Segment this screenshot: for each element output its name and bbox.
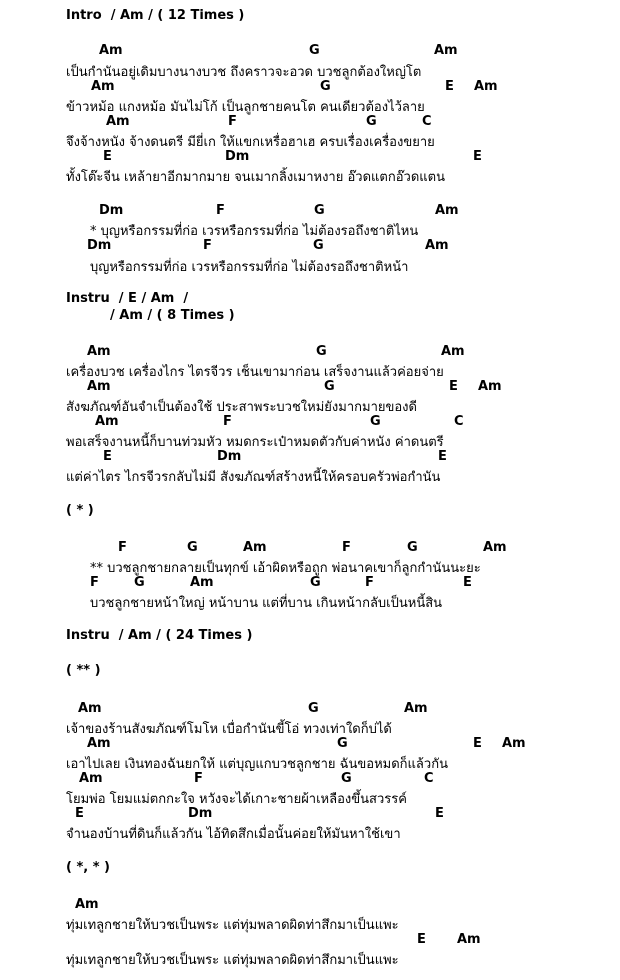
section-header-repeat-chorus: ( * ) <box>66 503 94 518</box>
chord: F <box>203 238 212 253</box>
chord: F <box>223 414 232 429</box>
section-header-repeat-double: ( *, * ) <box>66 860 110 875</box>
lyric-line: บุญหรือกรรมที่ก่อ เวรหรือกรรมที่ก่อ ไม่ต้องรอถึงชาติหน้า <box>90 260 409 275</box>
chord: Dm <box>188 806 213 821</box>
lyric-line: เป็นกำนันอยู่เดิมบางนางบวช ถึงคราวจะอวด บวชลูกต้องใหญ่โต <box>66 65 422 80</box>
lyric-line: แต่ค่าไตร ไกรจีวรกลับไม่มี สังฆภัณฑ์สร้างหนี้ให้ครอบครัวพ่อกำนัน <box>66 470 441 485</box>
section-header-repeat-hook: ( ** ) <box>66 663 101 678</box>
chord: Am <box>87 344 111 359</box>
chord: G <box>366 114 377 129</box>
chord: C <box>424 771 434 786</box>
chord: E <box>417 932 426 947</box>
chord: G <box>308 701 319 716</box>
chord: Dm <box>87 238 112 253</box>
chord: Am <box>87 379 111 394</box>
lyric-line: จึงจ้างหนัง จ้างดนตรี มียี่เก ให้แขกเหรื่อฮาเฮ ครบเรื่องเครื่องขยาย <box>66 135 435 150</box>
chord: G <box>324 379 335 394</box>
chord: G <box>309 43 320 58</box>
chord: Am <box>483 540 507 555</box>
chord: G <box>407 540 418 555</box>
chord: G <box>316 344 327 359</box>
chord: Dm <box>99 203 124 218</box>
chord: Am <box>106 114 130 129</box>
lyric-line: ทั้งโต๊ะจีน เหล้ายาอีกมากมาย จนเมากลิ้งเมาหงาย อ๊วดแตกอ๊วดแตน <box>66 170 445 185</box>
lyric-line: เจ้าของร้านสังฆภัณฑ์โมโห เบื่อกำนันขี้โอ่ ทวงเท่าใดก็บ่ได้ <box>66 722 392 737</box>
chord: F <box>118 540 127 555</box>
chord: G <box>187 540 198 555</box>
chord: C <box>454 414 464 429</box>
chord: Am <box>78 701 102 716</box>
chord: G <box>370 414 381 429</box>
lyric-line: เครื่องบวช เครื่องไกร ไตรจีวร เช็นเขามาก่อน เสร็จงานแล้วค่อยจ่าย <box>66 365 444 380</box>
lyric-line: ทุ่มเทลูกชายให้บวชเป็นพระ แต่ทุ่มพลาดผิดท่าสึกมาเป็นแพะ <box>66 918 399 933</box>
chord: G <box>314 203 325 218</box>
chord: Am <box>457 932 481 947</box>
chord: Am <box>91 79 115 94</box>
chord: E <box>103 149 112 164</box>
chord: Am <box>474 79 498 94</box>
chord: F <box>365 575 374 590</box>
chord: Dm <box>225 149 250 164</box>
chord: Am <box>502 736 526 751</box>
chord: F <box>194 771 203 786</box>
lyric-line: พอเสร็จงานหนี้ก็บานท่วมหัว หมดกระเป๋าหมดตัวกับค่าหนัง ค่าดนตรี <box>66 435 444 450</box>
chord: Am <box>99 43 123 58</box>
chord: Am <box>425 238 449 253</box>
chord: G <box>341 771 352 786</box>
chord: G <box>134 575 145 590</box>
lyric-line: * บุญหรือกรรมที่ก่อ เวรหรือกรรมที่ก่อ ไม่ต้องรอถึงชาติไหน <box>90 224 419 239</box>
chord: G <box>337 736 348 751</box>
chord: F <box>228 114 237 129</box>
lyric-line: โยมพ่อ โยมแม่ตกกะใจ หวังจะได้เกาะชายผ้าเหลืองขึ้นสวรรค์ <box>66 792 407 807</box>
chord: Am <box>95 414 119 429</box>
chord: Am <box>435 203 459 218</box>
chord: G <box>310 575 321 590</box>
chord: Am <box>75 897 99 912</box>
chord: Am <box>79 771 103 786</box>
chord: Dm <box>217 449 242 464</box>
chord: F <box>90 575 99 590</box>
chord: C <box>422 114 432 129</box>
chord: F <box>342 540 351 555</box>
section-header-instru-2: / Am / ( 8 Times ) <box>110 308 235 323</box>
chord: E <box>473 149 482 164</box>
lyric-line: สังฆภัณฑ์อันจำเป็นต้องใช้ ประสาพระบวชใหม่ยังมากมายของดี <box>66 400 417 415</box>
chord: Am <box>404 701 428 716</box>
chord: Am <box>243 540 267 555</box>
chord: Am <box>190 575 214 590</box>
section-header-instru-solo: Instru / Am / ( 24 Times ) <box>66 628 253 643</box>
chord: Am <box>87 736 111 751</box>
lyric-line: ข้าวหม้อ แกงหม้อ มันไม่โก้ เป็นลูกชายคนโต คนเดียวต้องไว้ลาย <box>66 100 425 115</box>
chord: Am <box>441 344 465 359</box>
chord: E <box>445 79 454 94</box>
chord: Am <box>478 379 502 394</box>
chord: E <box>103 449 112 464</box>
chord: F <box>216 203 225 218</box>
lyric-line: ทุ่มเทลูกชายให้บวชเป็นพระ แต่ทุ่มพลาดผิดท่าสึกมาเป็นแพะ <box>66 953 399 968</box>
chord: E <box>463 575 472 590</box>
chord: E <box>438 449 447 464</box>
chord: E <box>449 379 458 394</box>
chord: G <box>320 79 331 94</box>
chord: G <box>313 238 324 253</box>
chord: Am <box>434 43 458 58</box>
lyric-line: เอาไปเลย เงินทองฉันยกให้ แต่บุญแกบวชลูกชาย ฉันขอหมดก็แล้วกัน <box>66 757 448 772</box>
lyric-line: ** บวชลูกชายกลายเป็นทุกข์ เอ้าผิดหรือถูก พ่อนาคเขาก็ลูกกำนันนะยะ <box>90 561 481 576</box>
chord: E <box>75 806 84 821</box>
chord: E <box>473 736 482 751</box>
lyric-line: บวชลูกชายหน้าใหญ่ หน้าบาน แต่ที่บาน เกินหน้ากลับเป็นหนี้สิน <box>90 596 443 611</box>
section-header-instru: Instru / E / Am / <box>66 291 189 306</box>
lyric-line: จำนองบ้านที่ดินก็แล้วกัน ไอ้ทิดสึกเมื่อนั้นค่อยให้มันหาใช้เขา <box>66 827 401 842</box>
chord: E <box>435 806 444 821</box>
section-header-intro: Intro / Am / ( 12 Times ) <box>66 8 245 23</box>
